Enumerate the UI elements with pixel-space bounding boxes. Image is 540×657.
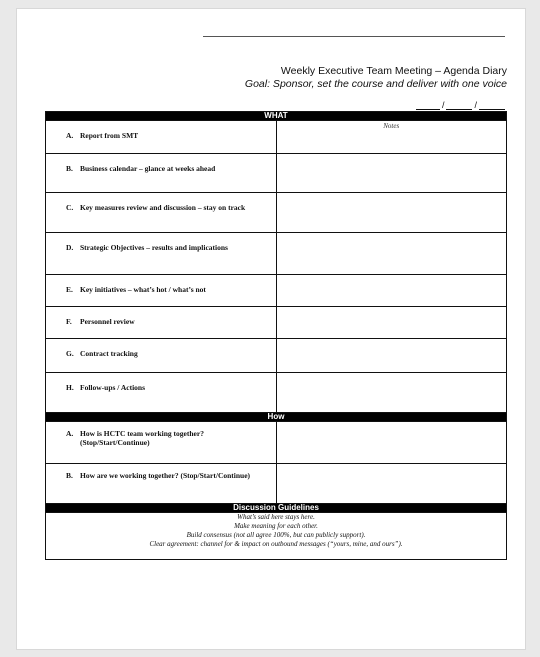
guidelines-heading: Discussion Guidelines (46, 504, 507, 513)
notes-cell[interactable] (276, 464, 507, 504)
item-text: Contract tracking (80, 349, 138, 358)
guideline-line: What’s said here stays here. (237, 513, 315, 521)
notes-cell[interactable] (276, 233, 507, 275)
item-letter: D. (66, 243, 74, 252)
notes-cell[interactable] (276, 422, 507, 464)
table-row (46, 275, 507, 307)
agenda-item (46, 373, 277, 413)
guideline-line: Clear agreement: channel for & impact on outbound messages (“yours, mine, and ours”). (149, 540, 403, 548)
item-letter: C. (66, 203, 74, 212)
date-blank-day[interactable] (416, 101, 440, 110)
item-text: Follow-ups / Actions (80, 383, 146, 392)
guidelines-cell (46, 513, 507, 560)
date-blank-month[interactable] (446, 101, 472, 110)
item-text: How are we working together? (Stop/Start/Continue) (80, 471, 251, 480)
agenda-item (46, 193, 277, 233)
date-blank-year[interactable] (479, 101, 505, 110)
how-item (46, 464, 277, 504)
document-title: Weekly Executive Team Meeting – Agenda Diary (280, 65, 507, 77)
item-text: Personnel review (80, 317, 135, 326)
document-goal: Goal: Sponsor, set the course and deliver with one voice (244, 78, 507, 90)
notes-cell[interactable] (276, 275, 507, 307)
table-row (46, 121, 507, 154)
item-letter: A. (66, 131, 74, 140)
how-item (46, 422, 277, 464)
table-row (46, 307, 507, 339)
item-text: Key initiatives – what’s hot / what’s not (80, 285, 206, 294)
date-separator-2: / (474, 100, 477, 110)
notes-cell[interactable] (276, 193, 507, 233)
item-letter: E. (66, 285, 73, 294)
table-row (46, 154, 507, 193)
agenda-item (46, 121, 277, 154)
notes-label: Notes (383, 122, 400, 130)
table-row (46, 193, 507, 233)
table-row (46, 373, 507, 413)
guideline-line: Build consensus (not all agree 100%, but can publicly support). (186, 531, 366, 539)
what-heading: WHAT (46, 112, 507, 121)
document-page (16, 8, 526, 650)
item-letter: B. (66, 471, 73, 480)
item-letter: F. (66, 317, 72, 326)
agenda-item (46, 233, 277, 275)
item-letter: B. (66, 164, 73, 173)
notes-cell[interactable] (276, 121, 507, 154)
notes-cell[interactable] (276, 339, 507, 373)
table-row (46, 513, 507, 560)
date-separator-1: / (441, 100, 445, 110)
guideline-line: Make meaning for each other. (234, 522, 318, 530)
item-letter: A. (66, 429, 74, 438)
table-row (46, 422, 507, 464)
table-row (46, 339, 507, 373)
agenda-item (46, 339, 277, 373)
item-text: Key measures review and discussion – stay on track (80, 203, 246, 212)
top-rule (203, 36, 505, 37)
agenda-item (46, 154, 277, 193)
notes-cell[interactable] (276, 154, 507, 193)
item-text: Business calendar – glance at weeks ahead (80, 164, 216, 173)
item-text: Report from SMT (80, 131, 139, 140)
agenda-item (46, 307, 277, 339)
item-text: How is HCTC team working together? (Stop/Start/Continue) (80, 429, 204, 447)
item-text: Strategic Objectives – results and implications (80, 243, 228, 252)
notes-cell[interactable] (276, 373, 507, 413)
table-row (46, 464, 507, 504)
item-letter: H. (66, 383, 74, 392)
how-heading: How (46, 413, 507, 422)
date-fields (416, 100, 505, 110)
agenda-table (45, 111, 507, 560)
table-row (46, 233, 507, 275)
agenda-item (46, 275, 277, 307)
notes-cell[interactable] (276, 307, 507, 339)
item-letter: G. (66, 349, 74, 358)
